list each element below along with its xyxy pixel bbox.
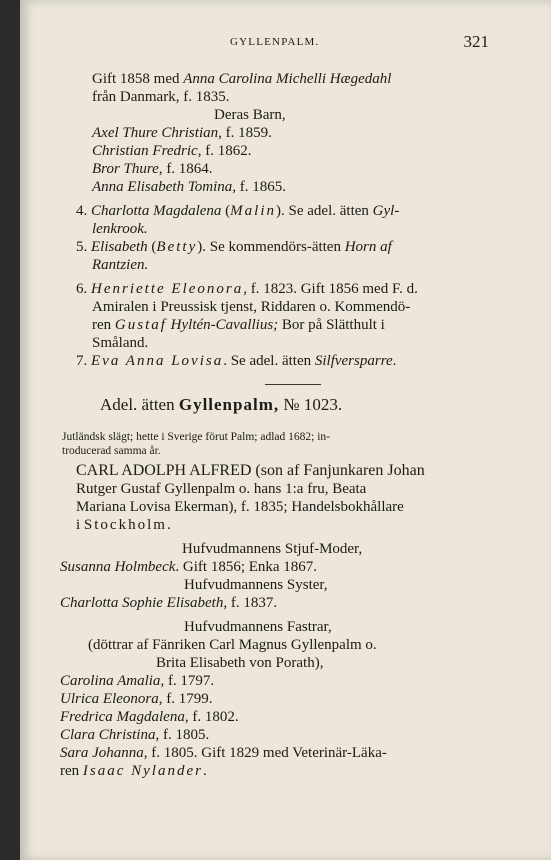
text-line: från Danmark, f. 1835.: [92, 89, 230, 105]
text-line: Axel Thure Christian, f. 1859.: [92, 125, 272, 141]
text-line: Amiralen i Preussisk tjenst, Riddaren o. Kommendö-: [92, 299, 411, 315]
text-line: i Stockholm.: [76, 517, 171, 533]
text-line: 4. Charlotta Magdalena (Malin). Se adel. ätten Gyl-: [76, 203, 400, 219]
section-divider: [265, 384, 321, 385]
text-line: (döttrar af Fänriken Carl Magnus Gyllenpalm o.: [88, 637, 377, 653]
text-line: 7. Eva Anna Lovisa. Se adel. ätten Silfversparre.: [76, 353, 397, 369]
text-line: Brita Elisabeth von Porath),: [156, 655, 324, 671]
text-line: Hufvudmannens Syster,: [184, 577, 328, 593]
text-line: Jutländsk slägt; hette i Sverige förut Palm; adlad 1682; in-: [62, 431, 330, 443]
text-line: Gift 1858 med Anna Carolina Michelli Hægedahl: [92, 71, 392, 87]
text-line: Rantzien.: [92, 257, 149, 273]
text-line: Clara Christina, f. 1805.: [60, 727, 210, 743]
text-line: ren Gustaf Hyltén-Cavallius; Bor på Slätthult i: [92, 317, 385, 333]
running-head: GYLLENPALM.: [230, 36, 320, 48]
text-line: Carolina Amalia, f. 1797.: [60, 673, 215, 689]
section-heading: Adel. ätten Gyllenpalm, № 1023.: [100, 395, 343, 414]
text-line: ren Isaac Nylander.: [60, 763, 207, 779]
text-line: Anna Elisabeth Tomina, f. 1865.: [92, 179, 287, 195]
text-line: Deras Barn,: [214, 107, 286, 123]
text-line: 5. Elisabeth (Betty). Se kommendörs-ätten Horn af: [76, 239, 392, 255]
book-page: [20, 0, 551, 860]
text-line: Charlotta Sophie Elisabeth, f. 1837.: [60, 595, 278, 611]
text-line: 6. Henriette Eleonora, f. 1823. Gift 1856 med F. d.: [76, 281, 418, 297]
page-number: 321: [463, 32, 489, 51]
text-line: lenkrook.: [92, 221, 148, 237]
text-line: Fredrica Magdalena, f. 1802.: [60, 709, 239, 725]
text-line: Småland.: [92, 335, 149, 351]
text-line: Ulrica Eleonora, f. 1799.: [60, 691, 213, 707]
text-line: Rutger Gustaf Gyllenpalm o. hans 1:a fru, Beata: [76, 481, 367, 497]
text-line: Susanna Holmbeck. Gift 1856; Enka 1867.: [60, 559, 318, 575]
text-line: Mariana Lovisa Ekerman), f. 1835; Handelsbokhållare: [76, 499, 404, 515]
text-line: Hufvudmannens Stjuf-Moder,: [182, 541, 363, 557]
page-header: [20, 32, 551, 56]
text-line: troducerad samma år.: [62, 445, 161, 457]
text-line: CARL ADOLPH ALFRED (son af Fanjunkaren Johan: [76, 462, 425, 479]
text-line: Bror Thure, f. 1864.: [92, 161, 213, 177]
text-line: Christian Fredric, f. 1862.: [92, 143, 252, 159]
text-line: Sara Johanna, f. 1805. Gift 1829 med Veterinär-Läka-: [60, 745, 387, 761]
text-line: Hufvudmannens Fastrar,: [184, 619, 332, 635]
